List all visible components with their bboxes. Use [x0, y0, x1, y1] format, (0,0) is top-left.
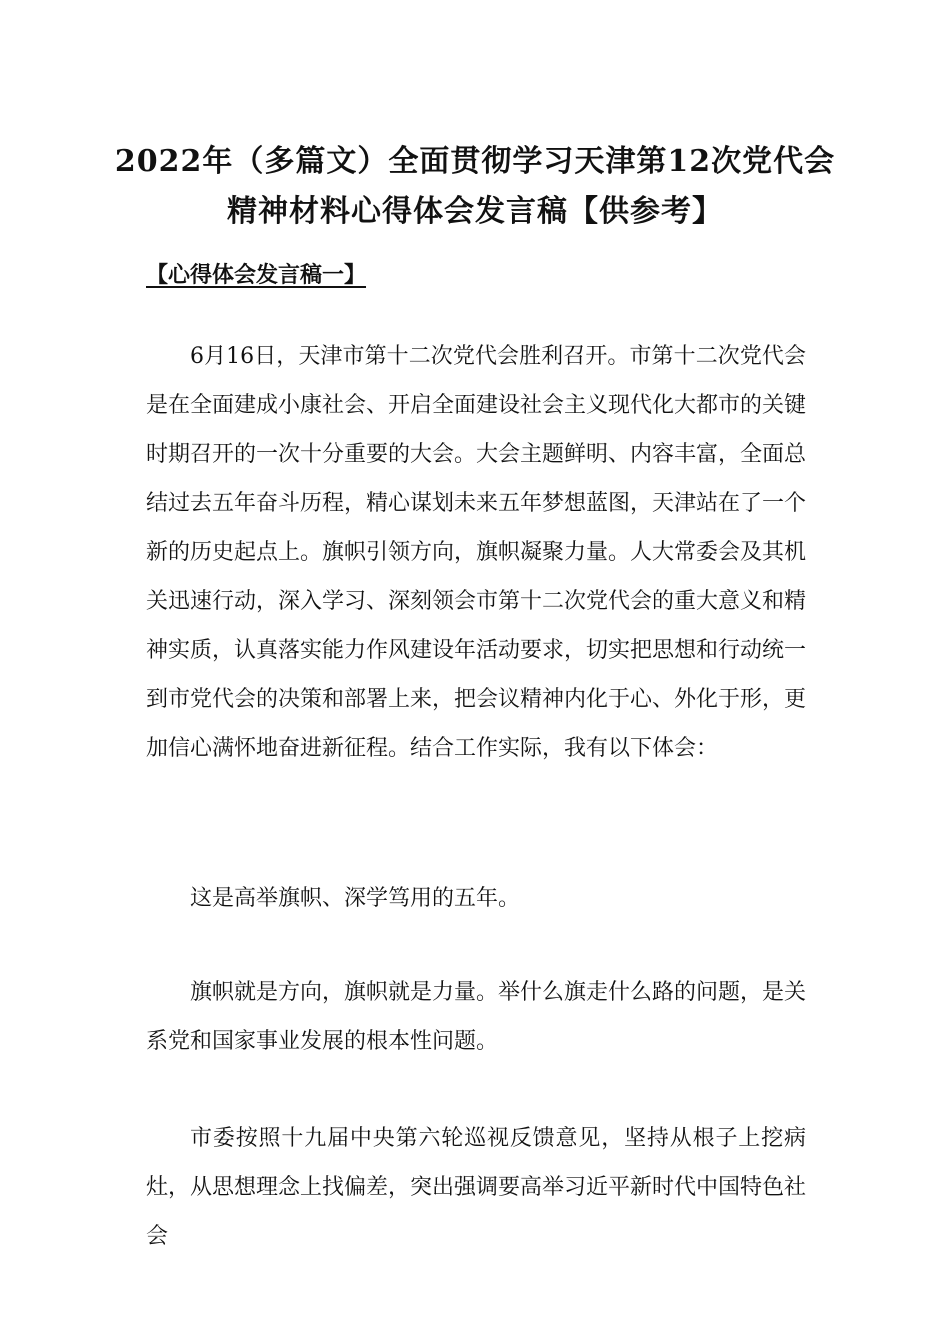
paragraph-4: 市委按照十九届中央第六轮巡视反馈意见，坚持从根子上挖病灶，从思想理念上找偏差，突出强调要高举习近平新时代中国特色社会	[146, 1126, 807, 1249]
section-heading: 【心得体会发言稿一】	[146, 262, 367, 288]
document-title-line1: 2022年（多篇文）全面贯彻学习天津第12次党代会	[114, 144, 836, 179]
paragraph-3: 旗帜就是方向，旗帜就是力量。举什么旗走什么路的问题，是关系党和国家事业发展的根本性问题。	[146, 980, 807, 1054]
document-title-line2: 精神材料心得体会发言稿【供参考】	[227, 194, 723, 229]
paragraph-1: 6月16日，天津市第十二次党代会胜利召开。市第十二次党代会是在全面建成小康社会、开启全面建设社会主义现代化大都市的关键时期召开的一次十分重要的大会。大会主题鲜明、内容丰富，全面总结过去五年奋斗历程，精心谋划未来五年梦想蓝图，天津站在了一个新的历史起点上。旗帜引领方向，旗帜凝聚力量。人大常委会及其机关迅速行动，深入学习、深刻领会市第十二次党代会的重大意义和精神实质，认真落实能力作风建设年活动要求，切实把思想和行动统一到市党代会的决策和部署上来，把会议精神内化于心、外化于形，更加信心满怀地奋进新征程。结合工作实际，我有以下体会：	[146, 344, 807, 761]
paragraph-2: 这是高举旗帜、深学笃用的五年。	[190, 886, 521, 911]
